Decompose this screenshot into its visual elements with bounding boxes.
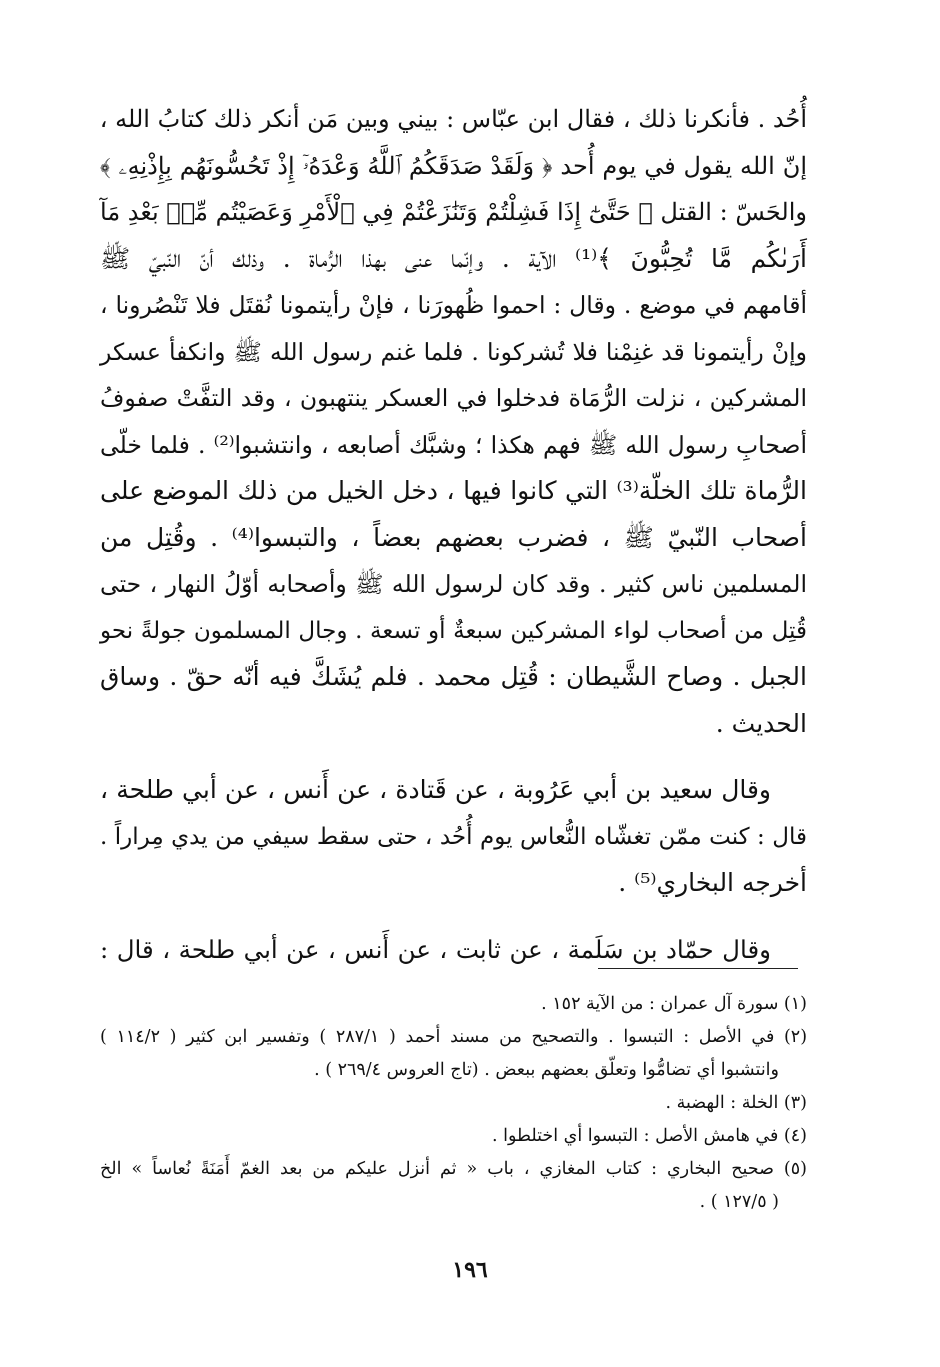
text-line: وقال حمّاد بن سَلَمة ، عن ثابت ، عن أَنس ، عن أبي طلحة ، قال : — [100, 934, 771, 964]
text-line: أَرَىٰكُم مَّا تُحِبُّونَ ﴾⁽¹⁾ الآية . وإنّما عنى بهذا الرُّماة . وذلك أنّ النّبيّ ﷺ — [100, 243, 807, 273]
footnote-separator — [598, 968, 798, 969]
footnote-1: (١) سورة آل عمران : من الآية ١٥٢ . — [541, 994, 807, 1014]
text-line: الحديث . — [715, 708, 807, 738]
text-line: قال : كنت ممّن تغشّاه النُّعاس يوم أُحُد ، حتى سقط سيفي من يدي مِراراً . — [100, 823, 807, 850]
paragraph-3 — [100, 927, 807, 974]
text-line: الرُّماة تلك الخلّة⁽³⁾ التي كانوا فيها ، دخل الخيل من ذلك الموضع على — [100, 476, 807, 505]
footnote-2-continued: وانتشبوا أي تضامُّوا وتعلّق بعضهم ببعض . (تاج العروس ٢٦٩/٤ ) . — [314, 1060, 779, 1080]
text-line: الجبل . وصاح الشَّيطان : قُتِل محمد . فلم يُشَكَّ فيه أنّه حقّ . وساق — [100, 662, 807, 691]
main-text — [100, 96, 807, 973]
footnote-2: (٢) في الأصل : التبسوا . والتصحيح من مسند أحمد ( ٢٨٧/١ ) وتفسير ابن كثير ( ١١٤/٢ ) — [100, 1027, 808, 1047]
page-number: ١٩٦ — [452, 1257, 488, 1283]
text-line: أقامهم في موضع . وقال : احموا ظُهورَنا ، فإنْ رأيتمونا نُقتَل فلا تَنْصُرونا ، — [100, 291, 807, 319]
paragraph-2 — [100, 767, 807, 907]
paragraph-gap — [100, 907, 807, 927]
text-line: المسلمين ناس كثير . وقد كان لرسول الله ﷺ وأصحابه أوّلُ النهار ، حتى — [100, 570, 807, 598]
text-line: أخرجه البخاري⁽⁵⁾ . — [618, 868, 807, 897]
text-line: وقال سعيد بن أبي عَرُوبة ، عن قَتادة ، عن أَنس ، عن أبي طلحة ، — [100, 775, 771, 804]
footnotes — [100, 988, 807, 1219]
text-line: إنّ الله يقول في يوم أُحد ﴿ وَلَقَدْ صَدَقَكُمُ ٱللَّهُ وَعْدَهُۥٓ إِذْ تَحُسُّونَهُم بِإِذْنِهِۦ ﴾ — [100, 151, 807, 180]
footnote-5-continued: ( ١٢٧/٥ ) . — [699, 1192, 779, 1212]
text-line: قُتِل من أصحاب لواء المشركين سبعةٌ أو تسعة . وجال المسلمون جولةً نحو — [100, 617, 807, 644]
footnote-3: (٣) الخلة : الهضبة . — [665, 1093, 807, 1113]
footnote-5: (٥) صحيح البخاري : كتاب المغازي ، باب « ثم أنزل عليكم من بعد الغمّ أَمَنَةً نُعاساً » الخ — [100, 1159, 807, 1179]
footnote-4: (٤) في هامش الأصل : التبسوا أي اختلطوا . — [491, 1126, 807, 1146]
text-line: المشركين ، نزلت الرُّمَاة فدخلوا في العسكر ينتهبون ، وقد التفَّتْ صفوفُ — [100, 384, 807, 412]
text-line: أُحُد . فأنكرنا ذلك ، فقال ابن عبّاس : بيني وبين مَن أنكر ذلك كتابُ الله ، — [99, 105, 807, 133]
paragraph-gap — [100, 747, 807, 767]
text-line: أصحابِ رسول الله ﷺ فهم هكذا ؛ وشبَّك أصابعه ، وانتشبوا⁽²⁾ . فلما خلّى — [100, 430, 807, 459]
text-line: وإنْ رأيتمونا قد غنِمْنا فلا تُشركونا . فلما غنم رسول الله ﷺ وانكفأ عسكر — [100, 337, 807, 366]
text-line: أصحاب النّبيّ ﷺ ، فضرب بعضهم بعضاً ، والتبسوا⁽⁴⁾ . وقُتِل من — [100, 522, 807, 552]
text-line: والحَسّ : القتل ﴿ حَتَّىٰٓ إِذَا فَشِلْتُمْ وَتَنَٰزَعْتُمْ فِي ٱلْأَمْرِ وَعَصَيْتُم مِّنۢ بَعْدِ مَآ — [100, 198, 807, 226]
paragraph-1 — [100, 96, 807, 747]
